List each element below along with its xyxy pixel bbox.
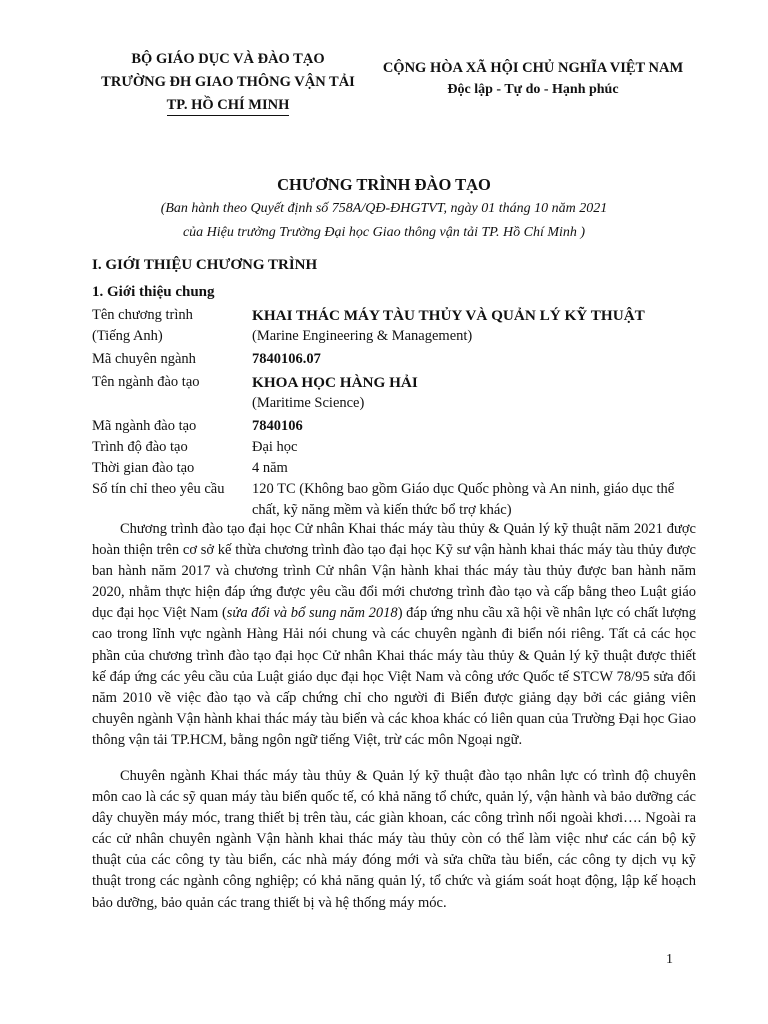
section-heading: I. GIỚI THIỆU CHƯƠNG TRÌNH xyxy=(92,257,318,273)
table-row xyxy=(92,437,692,458)
duration-value: 4 năm xyxy=(252,460,288,476)
duration-label: Thời gian đào tạo xyxy=(92,460,195,476)
major-code-label: Mã ngành đào tạo xyxy=(92,418,197,434)
table-row xyxy=(92,305,692,347)
university-name: TRƯỜNG ĐH GIAO THÔNG VẬN TẢI xyxy=(101,74,355,90)
program-name-en: (Marine Engineering & Management) xyxy=(252,328,473,344)
level-value: Đại học xyxy=(252,439,298,455)
program-info-table xyxy=(92,305,692,521)
credits-label: Số tín chỉ theo yêu cầu xyxy=(92,481,225,497)
ministry-name: BỘ GIÁO DỤC VÀ ĐÀO TẠO xyxy=(131,51,325,67)
program-name: KHAI THÁC MÁY TÀU THỦY VÀ QUẢN LÝ KỸ THUẬT xyxy=(252,307,645,324)
document-title: CHƯƠNG TRÌNH ĐÀO TẠO xyxy=(277,175,491,194)
intro-text-italic: sửa đổi và bổ sung năm 2018 xyxy=(226,605,398,622)
intro-text-part-2: ) đáp ứng nhu cầu xã hội về nhân lực có chất lượng cao trong lĩnh vực ngành Hàng Hải nói chung và các chuyên ngành đi biển nói riêng. Tất cả các học phần của chương trình đào tạo đại học Cử nhân Khai thác máy tàu thủy & Quản lý kỹ thuật được thiết kế đáp ứng các yêu cầu của Luật giáo dục đại học Việt Nam và công ước Quốc tế STCW 78/95 sửa đổi năm 2010 về việc đào tạo và cấp chứng chỉ cho người đi Biển được giảng dạy bởi các giảng viên chuyên ngành Vận hành khai thác máy tàu biển và các khoa khác có liên quan của Trường Đại học Giao thông vận tải TP.HCM, bằng ngôn ngữ tiếng Việt, trừ các môn Ngoại ngữ. xyxy=(92,605,697,748)
intro-text-part-1: Chương trình đào tạo đại học Cử nhân Khai thác máy tàu thủy & Quản lý kỹ thuật năm 2021 được hoàn thiện trên cơ sở kế thừa chương trình đào tạo đại học Kỹ sư vận hành khai thác máy tàu thủy được ban hành năm 2017 và chương trình Cử nhân Vận hành khai thác máy tàu thủy được ban hành năm 2020, nhằm thực hiện đáp ứng được yêu cầu đổi mới chương trình đào tạo và cấp bằng theo Luật giáo dục đại học Việt Nam ( xyxy=(92,521,696,622)
intro-paragraph xyxy=(92,519,696,751)
major-code: 7840106 xyxy=(252,418,303,434)
table-row xyxy=(92,458,692,479)
level-label: Trình độ đào tạo xyxy=(92,439,188,455)
subsection-heading: 1. Giới thiệu chung xyxy=(92,284,215,300)
country-name: CỘNG HÒA XÃ HỘI CHỦ NGHĨA VIỆT NAM xyxy=(382,60,684,76)
table-row xyxy=(92,347,692,370)
major-label: Tên ngành đào tạo xyxy=(92,374,200,390)
program-name-label: Tên chương trình xyxy=(92,307,193,323)
spec-code: 7840106.07 xyxy=(252,351,321,367)
major-name: KHOA HỌC HÀNG HẢI xyxy=(252,374,418,391)
table-row xyxy=(92,370,692,414)
spec-code-label: Mã chuyên ngành xyxy=(92,351,196,367)
major-name-en: (Maritime Science) xyxy=(252,395,365,411)
decision-reference: (Ban hành theo Quyết định số 758A/QĐ-ĐHGTVT, ngày 01 tháng 10 năm 2021 xyxy=(160,201,608,216)
issuer-reference: của Hiệu trưởng Trường Đại học Giao thông vận tải TP. Hồ Chí Minh ) xyxy=(182,225,586,240)
credits-value: 120 TC (Không bao gồm Giáo dục Quốc phòng và An ninh, giáo dục thể chất, kỹ năng mềm và kiến thức bổ trợ khác) xyxy=(252,481,675,518)
table-row xyxy=(92,414,692,437)
university-city: TP. HỒ CHÍ MINH xyxy=(167,96,290,116)
national-motto: Độc lập - Tự do - Hạnh phúc xyxy=(447,82,619,97)
specialization-paragraph: Chuyên ngành Khai thác máy tàu thủy & Quản lý kỹ thuật đào tạo nhân lực có trình độ chuyên môn cao là các sỹ quan máy tàu biển quốc tế, có khả năng tổ chức, quản lý, vận hành và bảo dưỡng các dây chuyền máy móc, trang thiết bị trên tàu, các giàn khoan, các công trình nổi ngoài khơi…. Ngoài ra các cử nhân chuyên ngành Vận hành khai thác máy tàu thủy còn có thể làm việc như các cán bộ kỹ thuật của các công ty tàu biển, các nhà máy đóng mới và sửa chữa tàu biển, các công ty dịch vụ kỹ thuật trong các ngành công nghiệp; có khả năng quản lý, tổ chức và giám soát hoạt động, lập kế hoạch bảo dưỡng, bảo quản các trang thiết bị và hệ thống máy móc. xyxy=(92,768,696,911)
national-header xyxy=(378,57,688,101)
page-number: 1 xyxy=(666,952,673,967)
program-name-en-label: (Tiếng Anh) xyxy=(92,328,163,344)
ministry-header xyxy=(78,48,378,117)
table-row xyxy=(92,479,692,521)
